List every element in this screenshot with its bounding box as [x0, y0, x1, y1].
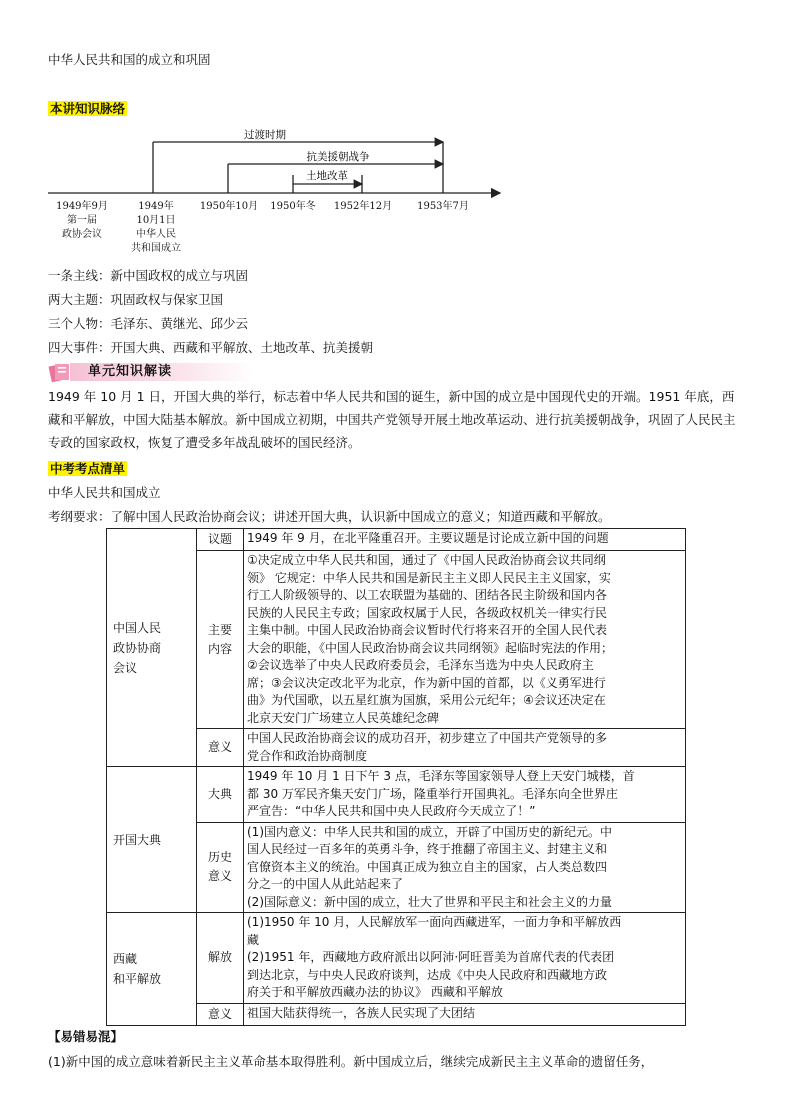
table-row	[107, 529, 686, 551]
table-row	[107, 913, 686, 1004]
row-content: (1)1950 年 10 月，人民解放军一面向西藏进军，一面力争和平解放西 藏 (2)1951 年，西藏地方政府派出以阿沛·阿旺晋美为首席代表的代表团 到达北京，与中央人民政府谈判，达成《中央人民政府和西藏地方政 府关于和平解放西藏办法的协议》 西藏和平解放	[244, 913, 686, 1004]
timeline-point-1953-7: 1953年7月	[417, 201, 469, 212]
row-content: ①决定成立中华人民共和国，通过了《中国人民政治协商会议共同纲 领》 它规定：中华人民共和国是新民主主义即人民民主主义国家，实 行工人阶级领导的、以工农联盟为基础的、团结各民主阶级和国内各 民族的人民民主专政；国家政权属于人民，各级政权机关一律实行民 主集中制。中国人民政治协商会议暂时代行将来召开的全国人民代表 大会的职能，《中国人民政治协商会议共同纲领》起临时宪法的作用； ②会议选举了中央人民政府委员会，毛泽东当选为中央人民政府主 席；③会议决定改北平为北京，作为新中国的首都，以《义勇军进行 曲》为代国歌，以五星红旗为国旗，采用公元纪年；④会议还决定在 北京天安门广场建立人民英雄纪念碑	[244, 551, 686, 729]
group-name-founding-ceremony: 开国大典	[107, 767, 197, 913]
group-name-cppcc: 中国人民 政协协商 会议	[107, 529, 197, 767]
unit-banner	[48, 361, 258, 383]
section-heading-exam: 中考考点清单	[50, 461, 126, 476]
row-content: 祖国大陆获得统一，各族人民实现了大团结	[244, 1003, 686, 1025]
book-icon	[48, 361, 78, 383]
row-label: 议题	[197, 529, 244, 551]
summary-main-line: 一条主线：新中国政权的成立与巩固	[48, 268, 249, 283]
bracket-label-land: 土地改革	[306, 170, 348, 182]
row-label: 意义	[197, 729, 244, 767]
row-label: 解放	[197, 913, 244, 1004]
unit-banner-label: 单元知识解读	[88, 364, 173, 379]
row-content: 1949 年 9 月，在北平隆重召开。主要议题是讨论成立新中国的问题	[244, 529, 686, 551]
row-label: 大典	[197, 767, 244, 823]
topic-title: 中华人民共和国成立	[48, 485, 161, 500]
summary-figures: 三个人物：毛泽东、黄继光、邱少云	[48, 316, 249, 331]
timeline-point-1952-12: 1952年12月	[333, 201, 393, 212]
timeline-diagram	[0, 122, 520, 202]
summary-themes: 两大主题：巩固政权与保家卫国	[48, 292, 224, 307]
row-content: (1)国内意义：中华人民共和国的成立，开辟了中国历史的新纪元。中 国人民经过一百多年的英勇斗争，终于推翻了帝国主义、封建主义和 官僚资本主义的统治。中国真正成为独立自主的国家，占人类总数四 分之一的中国人从此站起来了 (2)国际意义：新中国的成立，壮大了世界和平民主和社会主义的力量	[244, 822, 686, 913]
summary-events: 四大事件：开国大典、西藏和平解放、土地改革、抗美援朝	[48, 340, 374, 355]
bracket-label-war: 抗美援朝战争	[306, 151, 370, 163]
row-content: 1949 年 10 月 1 日下午 3 点，毛泽东等国家领导人登上天安门城楼，首 都 30 万军民齐集天安门广场，隆重举行开国典礼。毛泽东向全世界庄 严宣告：“中华人民共和国中央人民政府今天成立了！”	[244, 767, 686, 823]
exam-requirements: 考纲要求：了解中国人民政治协商会议；讲述开国大典，认识新中国成立的意义；知道西藏和平解放。	[48, 509, 611, 524]
mistakes-heading: 【易错易混】	[48, 1029, 124, 1044]
row-label: 意义	[197, 1003, 244, 1025]
knowledge-table	[106, 528, 686, 1026]
bracket-label-transition: 过渡时期	[244, 129, 286, 141]
row-content: 中国人民政治协商会议的成功召开，初步建立了中国共产党领导的多 党合作和政治协商制度	[244, 729, 686, 767]
intro-paragraph: 1949 年 10 月 1 日，开国大典的举行，标志着中华人民共和国的诞生，新中国的成立是中国现代史的开端。1951 年底，西藏和平解放，中国大陆基本解放。新中国成立初期，中国共产党领导开展土地改革运动、进行抗美援朝战争，巩固了人民民主专政的国家政权，恢复了遭受多年战乱破坏的国民经济。	[48, 389, 736, 450]
table-row	[107, 767, 686, 823]
row-label: 历史 意义	[197, 822, 244, 913]
timeline-point-1949-10: 1949年 10月1日 中华人民 共和国成立	[131, 201, 181, 254]
page-title: 中华人民共和国的成立和巩固	[48, 52, 211, 67]
row-label: 主要 内容	[197, 551, 244, 729]
group-name-tibet: 西藏 和平解放	[107, 913, 197, 1026]
timeline-point-1950-10: 1950年10月	[199, 201, 259, 212]
mistakes-line-1: (1)新中国的成立意味着新民主主义革命基本取得胜利。新中国成立后，继续完成新民主主义革命的遗留任务，	[48, 1054, 654, 1069]
section-heading-knowledge: 本讲知识脉络	[50, 101, 126, 116]
timeline-point-1949-9: 1949年9月 第一届 政协会议	[56, 201, 108, 240]
timeline-point-1950-winter: 1950年冬	[270, 201, 316, 212]
